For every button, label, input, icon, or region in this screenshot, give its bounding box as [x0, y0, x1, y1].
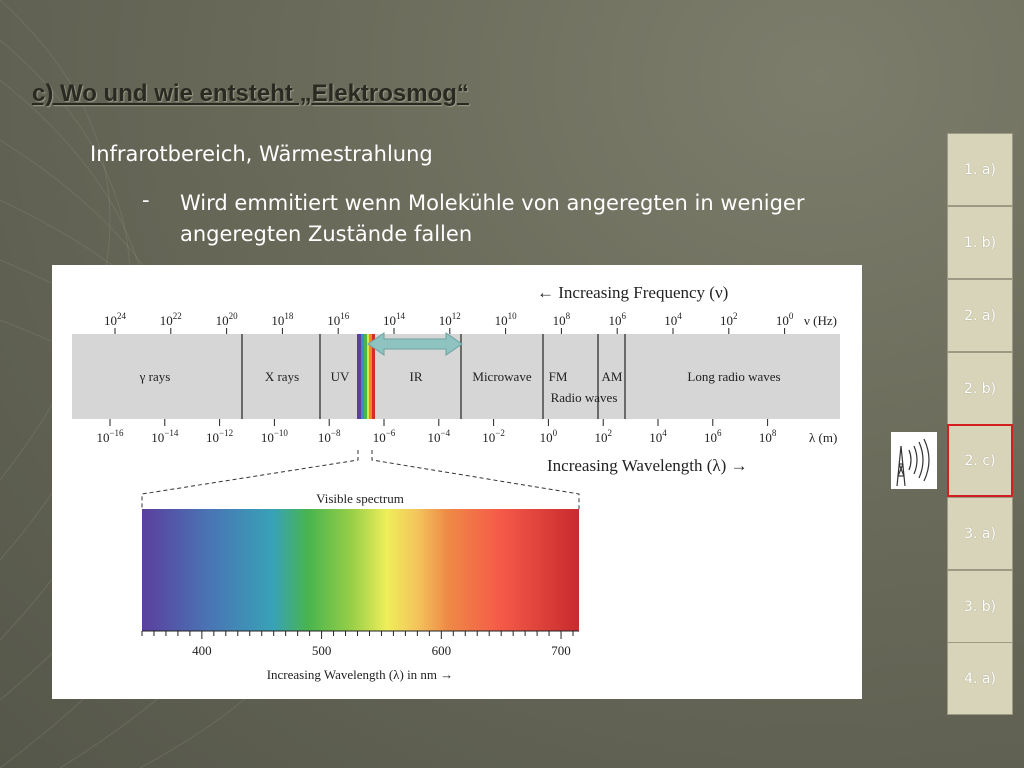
- wavelength-tick-label: $10^{-6}$: [372, 428, 396, 445]
- slide-title: c) Wo und wie entsteht „Elektrosmog“: [32, 80, 469, 107]
- radio-tower-image: [891, 432, 937, 489]
- visible-tick-label: 500: [311, 643, 332, 658]
- frequency-tick-label: $10^0$: [775, 311, 794, 328]
- nav-item-1a[interactable]: 1. a): [947, 133, 1013, 206]
- frequency-tick-label: $10^{20}$: [215, 311, 238, 328]
- frequency-tick-label: $10^{14}$: [383, 311, 405, 328]
- wavelength-tick-label: $10^4$: [649, 428, 667, 445]
- visible-spectrum-bar: [142, 509, 579, 631]
- wavelength-unit: λ (m): [809, 430, 838, 445]
- bullet-marker: -: [142, 188, 150, 212]
- frequency-tick-label: $10^8$: [552, 311, 571, 328]
- visible-spectrum-title: Visible spectrum: [316, 491, 404, 506]
- band-uv: UV: [330, 369, 350, 384]
- nav-item-2c[interactable]: 2. c): [947, 424, 1013, 497]
- wavelength-tick-label: $10^0$: [539, 428, 558, 445]
- visible-stripe-violet: [357, 334, 361, 419]
- wavelength-tick-label: $10^{-2}$: [482, 428, 505, 445]
- visible-tick-label: 600: [431, 643, 452, 658]
- wavelength-tick-label: $10^{-16}$: [96, 428, 124, 445]
- subheading: Infrarotbereich, Wärmestrahlung: [90, 142, 433, 166]
- visible-axis: [142, 631, 579, 658]
- frequency-tick-label: $10^{24}$: [104, 311, 126, 328]
- wavelength-header: Increasing Wavelength (λ) →: [547, 456, 748, 475]
- nav-item-3b[interactable]: 3. b): [947, 570, 1013, 643]
- frequency-tick-label: $10^{10}$: [494, 311, 517, 328]
- visible-tick-label: 400: [192, 643, 212, 658]
- band-microwave: Microwave: [472, 369, 532, 384]
- wavelength-tick-label: $10^{-8}$: [317, 428, 341, 445]
- frequency-tick-label: $10^6$: [608, 311, 626, 328]
- frequency-tick-label: $10^{22}$: [159, 311, 182, 328]
- em-spectrum-figure: [52, 265, 862, 699]
- nav-item-3a[interactable]: 3. a): [947, 497, 1013, 570]
- frequency-tick-label: $10^{18}$: [271, 311, 294, 328]
- wavelength-tick-label: $10^{-14}$: [151, 428, 179, 445]
- nav-item-2a[interactable]: 2. a): [947, 279, 1013, 352]
- band-fm: FM: [548, 369, 568, 384]
- frequency-axis: [104, 311, 794, 334]
- visible-axis-label: Increasing Wavelength (λ) in nm →: [266, 667, 454, 682]
- nav-item-2b[interactable]: 2. b): [947, 352, 1013, 425]
- wavelength-tick-label: $10^2$: [594, 428, 612, 445]
- nav-item-4a[interactable]: 4. a): [947, 642, 1013, 715]
- visible-tick-label: 700: [551, 643, 571, 658]
- bullet-text: Wird emmitiert wenn Molekühle von angeregten in weniger angeregten Zustände fallen: [180, 191, 805, 246]
- visible-stripe-blue: [361, 334, 364, 419]
- wavelength-axis: [96, 419, 776, 445]
- visible-stripe-yellow: [367, 334, 369, 419]
- band-long-radio: Long radio waves: [687, 369, 781, 384]
- frequency-tick-label: $10^{12}$: [438, 311, 461, 328]
- wavelength-tick-label: $10^6$: [704, 428, 722, 445]
- band-ir: IR: [409, 369, 423, 384]
- band-gamma: γ rays: [139, 369, 171, 384]
- slide-navigation: [947, 133, 1013, 715]
- wavelength-tick-label: $10^{-4}$: [427, 428, 451, 445]
- wavelength-tick-label: $10^8$: [758, 428, 777, 445]
- frequency-tick-label: $10^{16}$: [327, 311, 350, 328]
- visible-stripe-green: [364, 334, 367, 419]
- band-radio-waves: Radio waves: [550, 390, 618, 405]
- nav-item-1b[interactable]: 1. b): [947, 206, 1013, 279]
- radio-tower-icon: [891, 432, 937, 489]
- wavelength-tick-label: $10^{-10}$: [260, 428, 288, 445]
- band-am: AM: [601, 369, 623, 384]
- frequency-unit: ν (Hz): [804, 313, 837, 328]
- frequency-header: ← Increasing Frequency (ν): [537, 283, 729, 302]
- frequency-tick-label: $10^4$: [664, 311, 682, 328]
- wavelength-tick-label: $10^{-12}$: [206, 428, 234, 445]
- band-xrays: X rays: [264, 369, 300, 384]
- frequency-tick-label: $10^2$: [720, 311, 738, 328]
